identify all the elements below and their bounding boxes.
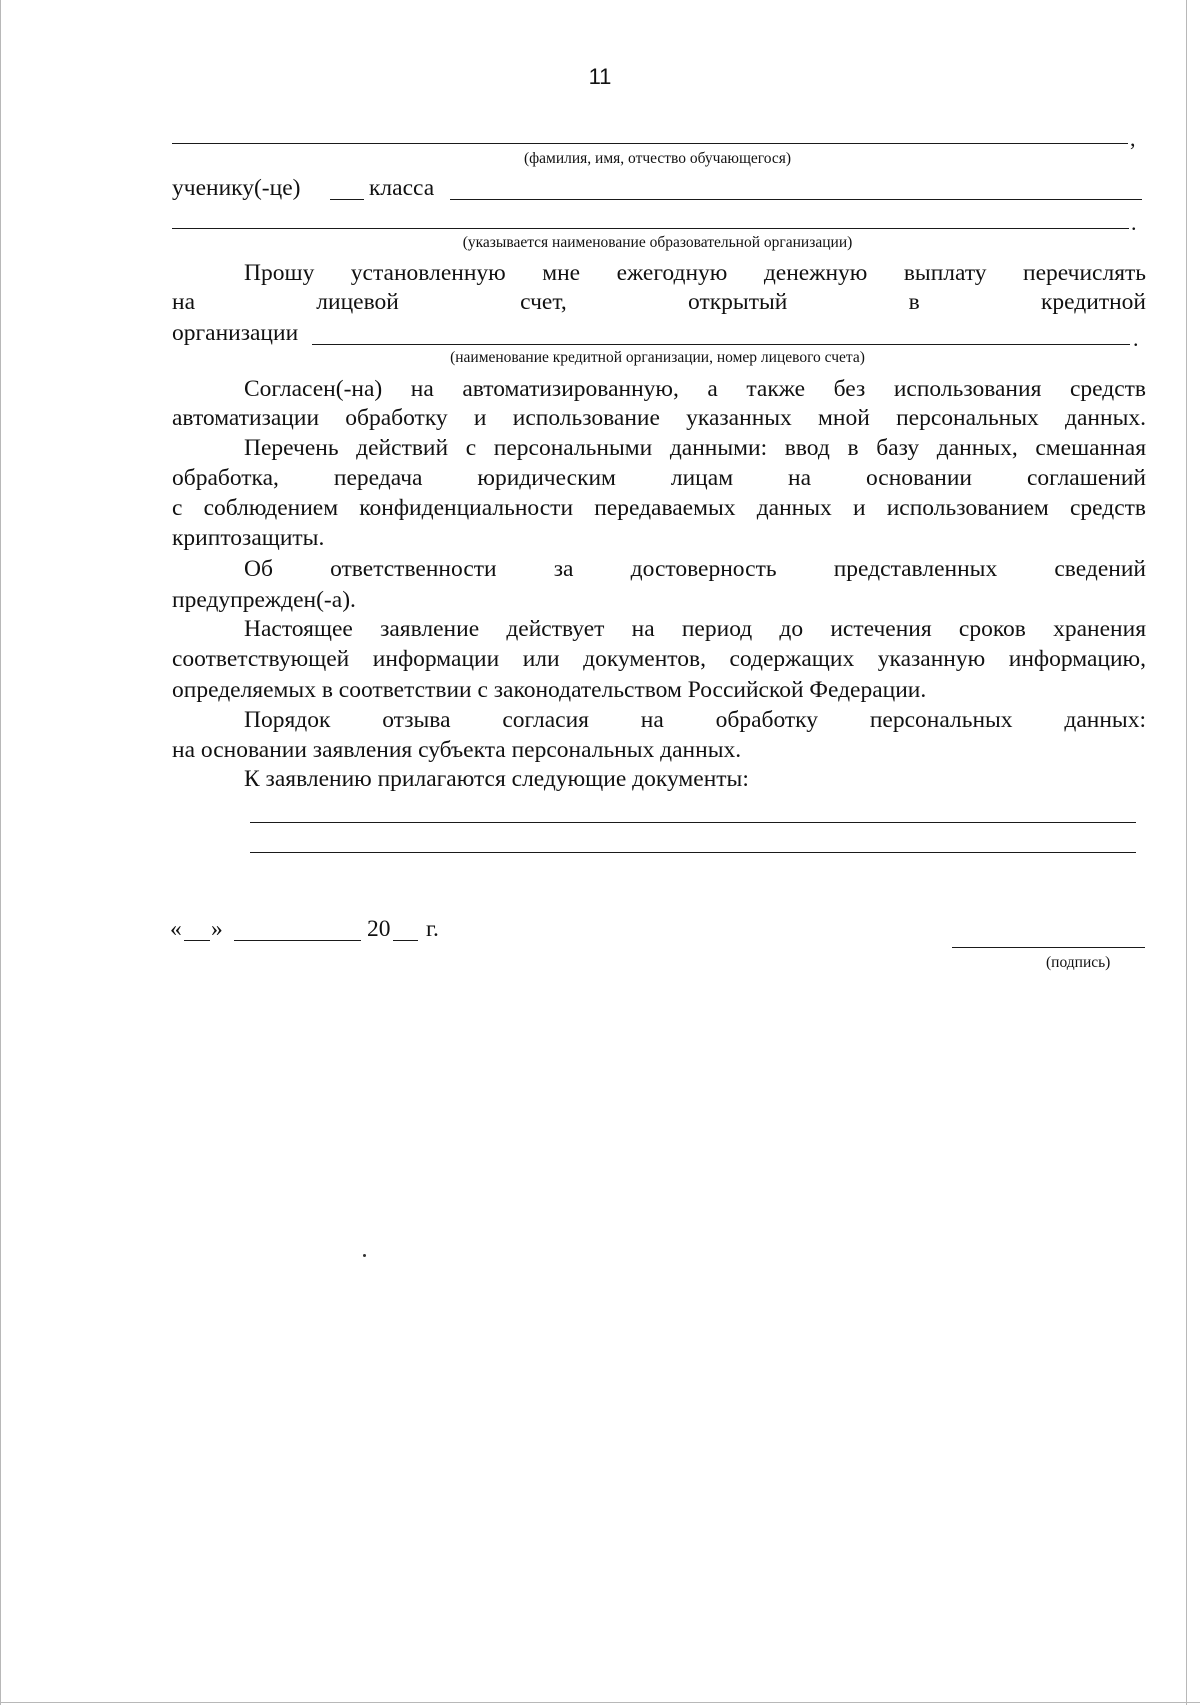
validity-line-3: определяемых в соответствии с законодательством Российской Федерации. [172, 677, 927, 703]
revocation-line-1: Порядок отзыва согласия на обработку персональных данных: [244, 707, 1146, 733]
actions-line-4: криптозащиты. [172, 525, 325, 551]
bank-account-caption: (наименование кредитной организации, номер лицевого счета) [450, 349, 865, 366]
scan-edge-left [0, 0, 1, 1705]
request-line-1: Прошу установленную мне ежегодную денежную выплату перечислять [244, 260, 1146, 286]
actions-line-3: с соблюдением конфиденциальности передаваемых данных и использованием средств [172, 495, 1146, 521]
actions-line-2: обработка, передача юридическим лицам на основании соглашений [172, 465, 1146, 491]
date-day-line [184, 940, 210, 941]
validity-line-2: соответствующей информации или документов, содержащих указанную информацию, [172, 646, 1146, 672]
org-name-period: . [1131, 210, 1137, 235]
request-org-label: организации [172, 320, 299, 346]
revocation-line-2: на основании заявления субъекта персональных данных. [172, 737, 742, 763]
class-label: класса [369, 175, 435, 201]
scan-edge-right [1186, 0, 1187, 1705]
student-name-line [172, 143, 1128, 144]
signature-line [952, 947, 1145, 948]
student-name-comma: , [1130, 126, 1136, 151]
date-open-quote: « [170, 916, 182, 942]
date-year-prefix: 20 [367, 916, 391, 942]
attachment-line-1 [250, 822, 1136, 823]
signature-caption: (подпись) [1046, 954, 1111, 971]
responsibility-line-1: Об ответственности за достоверность представленных сведений [244, 556, 1146, 582]
date-close-quote: » [211, 916, 223, 942]
date-year-suffix: г. [426, 916, 439, 942]
scan-edge-bottom [0, 1702, 1200, 1703]
attachments-label: К заявлению прилагаются следующие документы: [244, 766, 749, 792]
actions-line-1: Перечень действий с персональными данными: ввод в базу данных, смешанная [244, 435, 1146, 461]
stray-dot [363, 1254, 366, 1257]
bank-account-line [312, 344, 1130, 345]
request-line-2: на лицевой счет, открытый в кредитной [172, 289, 1146, 315]
student-label: ученику(-це) [172, 175, 301, 201]
page-number: 11 [588, 64, 612, 89]
validity-line-1: Настоящее заявление действует на период до истечения сроков хранения [244, 616, 1146, 642]
date-year-line [393, 940, 418, 941]
bank-account-period: . [1133, 326, 1139, 351]
consent-line-1: Согласен(-на) на автоматизированную, а также без использования средств [244, 376, 1146, 402]
attachment-line-2 [250, 852, 1136, 853]
date-month-line [234, 940, 361, 941]
org-name-caption: (указывается наименование образовательной организации) [462, 234, 853, 251]
class-number-line [330, 199, 364, 200]
student-name-caption: (фамилия, имя, отчество обучающегося) [523, 150, 792, 167]
class-name-line [450, 199, 1142, 200]
org-name-line [172, 228, 1129, 229]
consent-line-2: автоматизации обработку и использование указанных мной персональных данных. [172, 405, 1146, 431]
responsibility-line-2: предупрежден(-а). [172, 587, 356, 613]
